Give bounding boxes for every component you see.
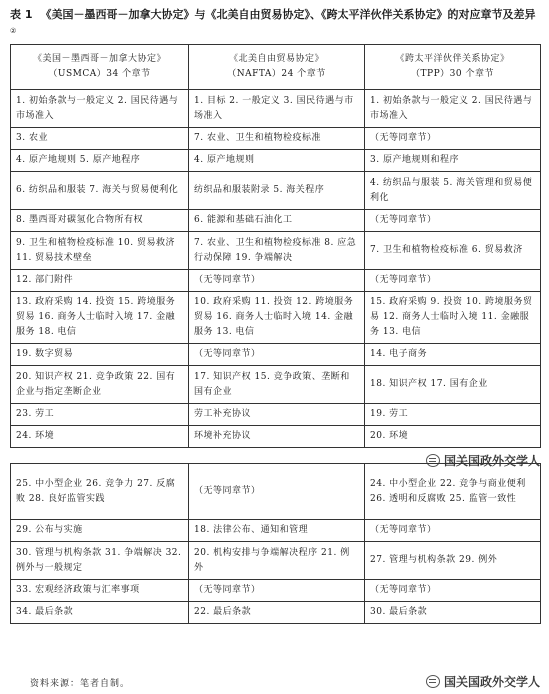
table-cell: 27. 管理与机构条款 29. 例外: [365, 542, 541, 580]
table-cell: 1. 初始条款与一般定义 2. 国民待遇与市场准入: [11, 90, 189, 128]
table-cell: （无等同章节）: [189, 270, 365, 292]
header-cell: [365, 45, 541, 90]
table-cell: 12. 部门附件: [11, 270, 189, 292]
header-cell: [189, 45, 365, 90]
table-row: [11, 90, 541, 128]
table-cell: 19. 劳工: [365, 404, 541, 426]
table-cell: 10. 政府采购 11. 投资 12. 跨境服务贸易 16. 商务人士临时入境 14. 金融服务 13. 电信: [189, 292, 365, 344]
table-row: [11, 150, 541, 172]
table-cell: 环境补充协议: [189, 426, 365, 448]
table-cell: 22. 最后条款: [189, 602, 365, 624]
footnote-mark: ②: [10, 27, 17, 35]
watermark-text: 国关国政外交学人: [443, 454, 540, 468]
table-cell: 6. 纺织品和服装 7. 海关与贸易便利化: [11, 172, 189, 210]
table-title: 《美国－墨西哥－加拿大协定》与《北美自由贸易协定》、《跨太平洋伙伴关系协定》的对应章节及差异: [40, 8, 536, 21]
table-cell: 4. 纺织品与服装 5. 海关管理和贸易便利化: [365, 172, 541, 210]
table-cell: 9. 卫生和植物检疫标准 10. 贸易救济 11. 贸易技术壁垒: [11, 232, 189, 270]
table-cell: 20. 机构安排与争端解决程序 21. 例外: [189, 542, 365, 580]
table-row: [11, 542, 541, 580]
table-cell: （无等同章节）: [365, 580, 541, 602]
table-cell: 29. 公布与实施: [11, 520, 189, 542]
table-cell: 18. 法律公布、通知和管理: [189, 520, 365, 542]
table-cell: 7. 农业、卫生和植物检疫标准 8. 应急行动保障 19. 争端解决: [189, 232, 365, 270]
table-caption: [10, 6, 540, 43]
table-cell: （无等同章节）: [365, 270, 541, 292]
table-cell: 4. 原产地规则 5. 原产地程序: [11, 150, 189, 172]
table-cell: 19. 数字贸易: [11, 344, 189, 366]
table-cell: （无等同章节）: [365, 520, 541, 542]
table-cell: （无等同章节）: [189, 580, 365, 602]
table-cell: 24. 中小型企业 22. 竞争与商业便利 26. 透明和反腐败 25. 监管一致性: [365, 464, 541, 520]
table-cell: 24. 环境: [11, 426, 189, 448]
table-cell: 17. 知识产权 15. 竞争政策、垄断和国有企业: [189, 366, 365, 404]
table-row: [11, 404, 541, 426]
table-cell: （无等同章节）: [189, 464, 365, 520]
table-cell: （无等同章节）: [189, 344, 365, 366]
comparison-table-part2: [10, 463, 541, 624]
table-cell: 纺织品和服装附录 5. 海关程序: [189, 172, 365, 210]
table-cell: 7. 农业、卫生和植物检疫标准: [189, 128, 365, 150]
table-cell: 4. 原产地规则: [189, 150, 365, 172]
table-cell: 6. 能源和基础石油化工: [189, 210, 365, 232]
table-row: [11, 426, 541, 448]
table-cell: 7. 卫生和植物检疫标准 6. 贸易救济: [365, 232, 541, 270]
header-line: 《跨太平洋伙伴关系协定》: [395, 54, 510, 64]
table-cell: 33. 宏观经济政策与汇率事项: [11, 580, 189, 602]
table-cell: 14. 电子商务: [365, 344, 541, 366]
table-cell: （无等同章节）: [365, 128, 541, 150]
table-cell: 18. 知识产权 17. 国有企业: [365, 366, 541, 404]
table-row: [11, 172, 541, 210]
table-row: [11, 210, 541, 232]
wechat-icon: [426, 675, 440, 688]
header-line: （USMCA）34 个章节: [48, 69, 151, 79]
table-cell: 20. 环境: [365, 426, 541, 448]
table-row: [11, 270, 541, 292]
table-cell: 劳工补充协议: [189, 404, 365, 426]
table-number: 表 1: [10, 8, 33, 21]
table-row: [11, 232, 541, 270]
table-cell: 3. 农业: [11, 128, 189, 150]
table-cell: 34. 最后条款: [11, 602, 189, 624]
table-cell: 23. 劳工: [11, 404, 189, 426]
table-row: [11, 292, 541, 344]
table-cell: 8. 墨西哥对碳氢化合物所有权: [11, 210, 189, 232]
table-cell: 25. 中小型企业 26. 竞争力 27. 反腐败 28. 良好监管实践: [11, 464, 189, 520]
table-row: [11, 464, 541, 520]
comparison-table-part1: [10, 44, 541, 448]
header-line: 《美国－墨西哥－加拿大协定》: [32, 54, 166, 64]
table-cell: 15. 政府采购 9. 投资 10. 跨境服务贸易 12. 商务人士临时入境 11. 金融服务 13. 电信: [365, 292, 541, 344]
header-cell: [11, 45, 189, 90]
header-row: [11, 45, 541, 90]
table-cell: 13. 政府采购 14. 投资 15. 跨境服务贸易 16. 商务人士临时入境 17. 金融服务 18. 电信: [11, 292, 189, 344]
source-note: 资料来源：笔者自制。: [30, 679, 131, 689]
table-cell: 30. 管理与机构条款 31. 争端解决 32. 例外与一般规定: [11, 542, 189, 580]
table-row: [11, 128, 541, 150]
watermark-text: 国关国政外交学人: [443, 675, 540, 689]
table-row: [11, 520, 541, 542]
table-cell: 3. 原产地规则和程序: [365, 150, 541, 172]
table-cell: 30. 最后条款: [365, 602, 541, 624]
table-row: [11, 344, 541, 366]
table-row: [11, 580, 541, 602]
table-cell: 1. 目标 2. 一般定义 3. 国民待遇与市场准入: [189, 90, 365, 128]
table-row: [11, 366, 541, 404]
table-cell: 20. 知识产权 21. 竞争政策 22. 国有企业与指定垄断企业: [11, 366, 189, 404]
watermark: [423, 672, 543, 691]
table-cell: 1. 初始条款与一般定义 2. 国民待遇与市场准入: [365, 90, 541, 128]
header-line: 《北美自由贸易协定》: [228, 54, 324, 64]
header-line: （TPP）30 个章节: [411, 69, 494, 79]
table-row: [11, 602, 541, 624]
table-cell: （无等同章节）: [365, 210, 541, 232]
header-line: （NAFTA）24 个章节: [227, 69, 326, 79]
